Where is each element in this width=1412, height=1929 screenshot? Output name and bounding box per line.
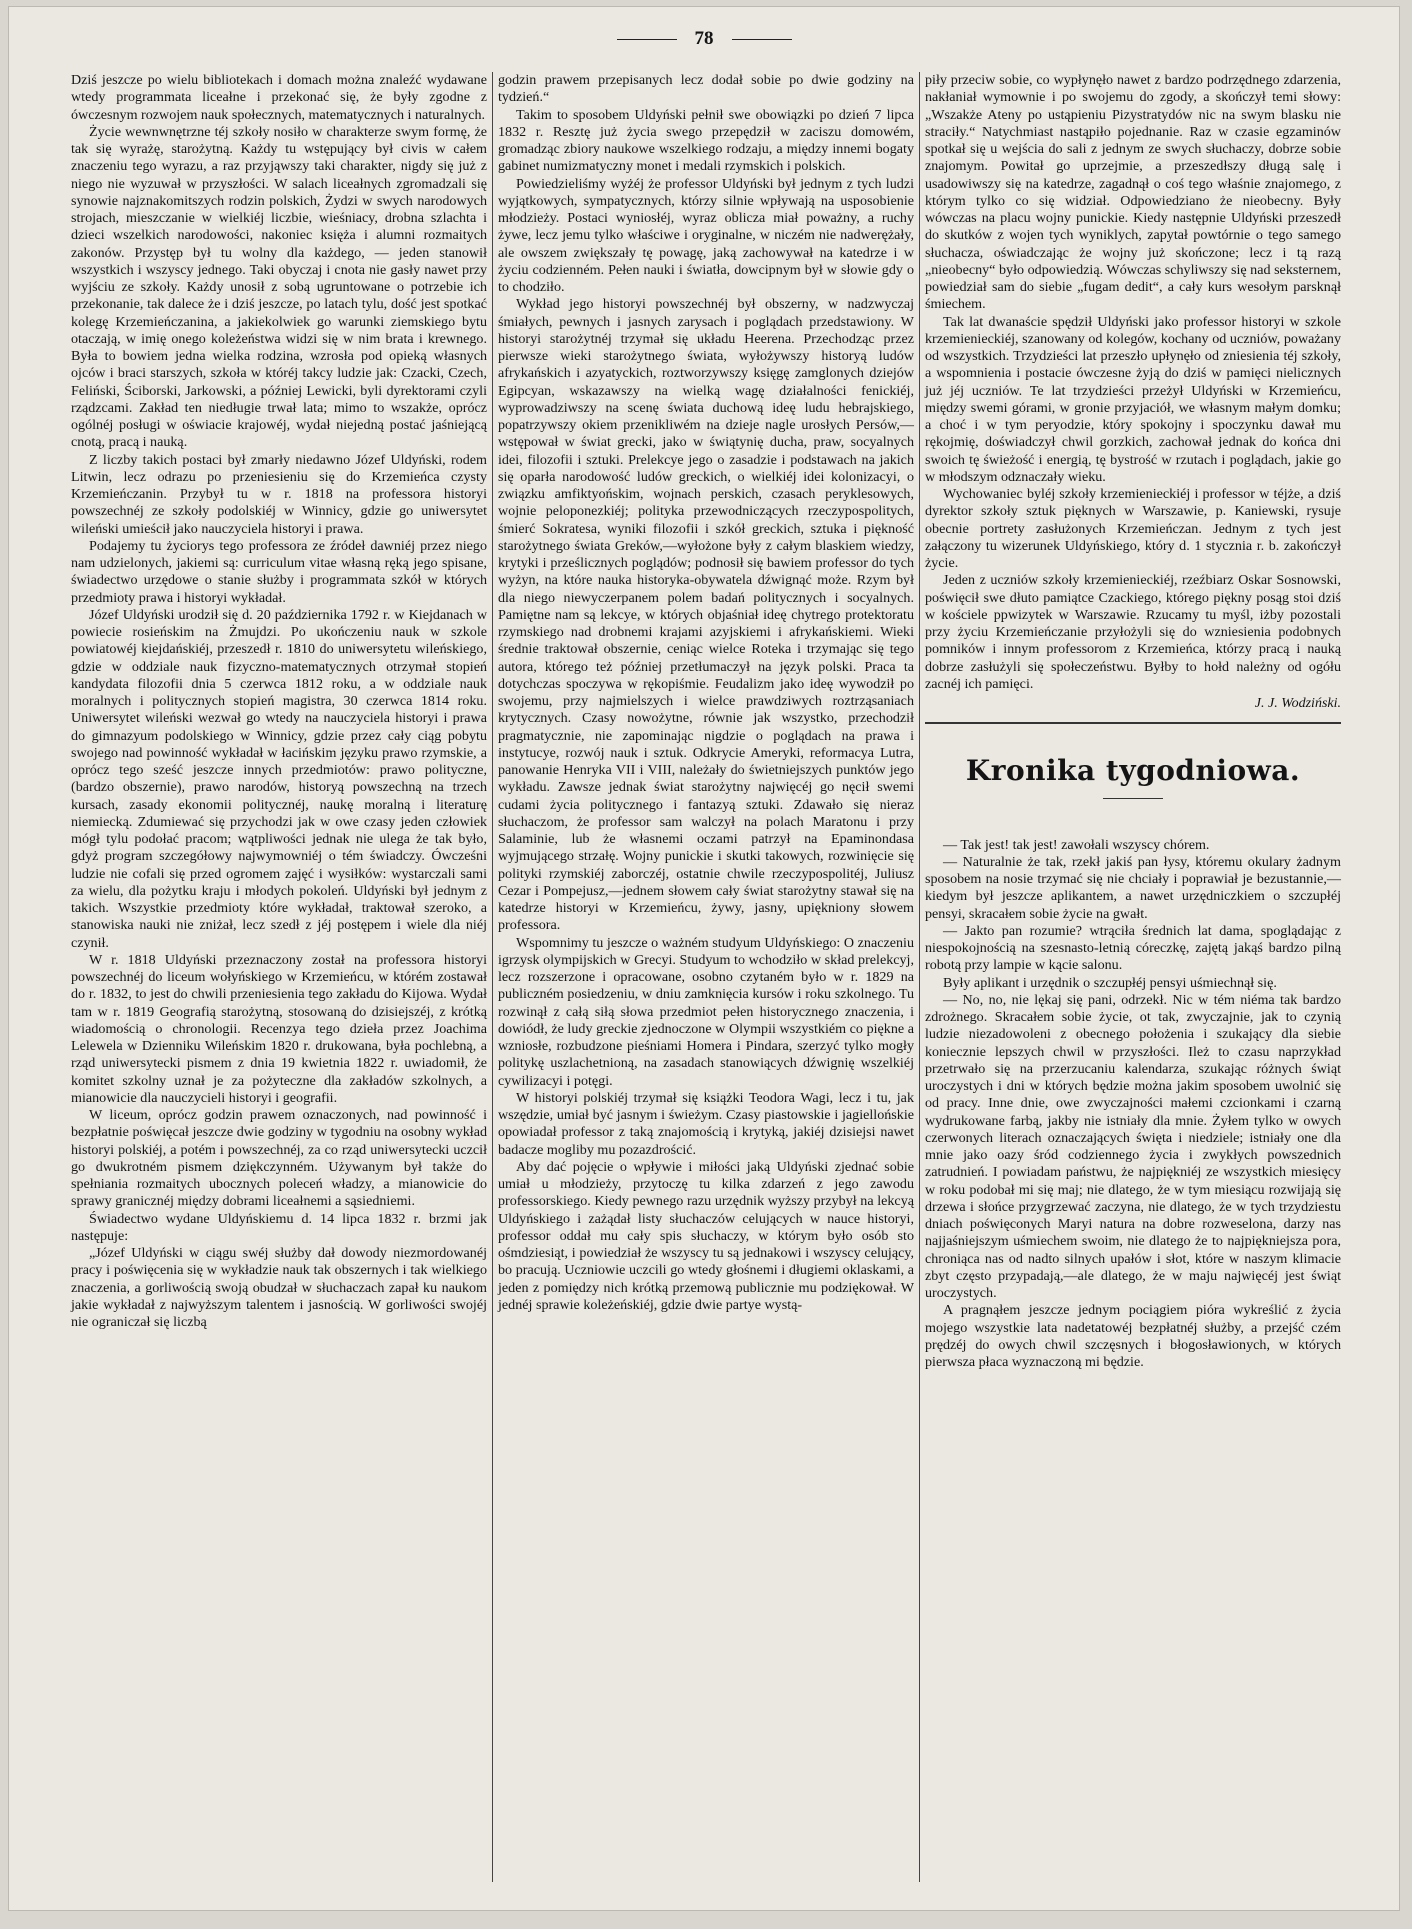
paragraph: W r. 1818 Uldyński przeznaczony został na professora historyi powszechnéj do liceum wołyńskiego w Krzemieńcu, w którém zostawał do r. 1832, to jest do chwili przeniesienia tego zakładu do Kijowa. Wydał tam w r. 1819 Geografią starożytną, stosowaną do dzisiejszéj, z krótką wiadomością o chronologii. Recenzya tego dzieła przez Joachima Lelewela w Dzienniku Wileńskim 1820 r. drukowana, była pochlebną, a rząd uniwersytecki pismem z dnia 19 kwietnia 1822 r. uwiadomił, że komitet szkolny uznał je za pożyteczne dla zakładów szkolnych, a mianowicie dla nauczycieli historyi i geografii. — [71, 951, 487, 1106]
paragraph: Życie wewnwnętrzne téj szkoły nosiło w charakterze swym formę, że tak się wyrażę, starożytną. Każdy tu wstępujący był civis w całem znaczeniu tego wyrazu, a raz przyjąwszy taki charakter, nigdy się już z niego nie wyzuwał w przyszłości. W salach liceałnych zgromadzali się synowie najznakomitszych rodzin polskich, Żydzi w swych narodowych strojach, mieszczanie w wielkiéj liczbie, wieśniacy, drobna szlachta i dzieci wszelkich narodowości, nakoniec księża i alumni rozmaitych zakonów. Przystęp był tu wolny dla każdego, — jeden stanowił wszystkich i wszyscy jednego. Taki obyczaj i cnota nie gasły nawet przy wyjściu ze szkoły. Każdy unosił z sobą ugruntowane o potrzebie ich przekonanie, tak dalece że i dziś jeszcze, po latach tylu, dość jest spotkać kolegę Krzemieńczanina, a jakiekolwiek go warunki ziemskiego bytu otaczają, w imię onego koleżeństwa widzi się w nim brata i krewnego. Była to bowiem jedna wielka rodzina, wzrosła pod opieką własnych ojców i braci starszych, szkoła w któréj takcy ludzie jak: Czacki, Czech, Feliński, Ściborski, Jarkowski, a później Lewicki, byli dyrektorami czyli rządzcami. Zakład ten niedługie trwał lata; mimo to wszakże, oprócz ogólnéj posługi w oświacie krajowéj, wydał niejedną postać jaśniejącą cnotą, pracą i nauką. — [71, 123, 487, 451]
paragraph: Tak lat dwanaście spędził Uldyński jako professor historyi w szkole krzemienieckiéj, szanowany od kolegów, kochany od uczniów, poważany od wszystkich. Trzydzieści lat przeszło upłynęło od zniesienia téj szkoły, a wspomnienia i postacie ówczesne żyją do dziś w pamięci nielicznych już jéj uczniów. Te lat trzydzieści przeżył Uldyński w Krzemieńcu, między swemi górami, w gronie przyjaciół, we własnym małym domku; a choć i w tym peryodzie, który spokojny i spoczynku dawał mu rękojmię, doświadczył chwil gorzkich, zachował jednak do końca dni swoich tę świeżość i energią, tę bystrość w rzutach i poglądach, jakie go w młodszym odznaczały wieku. — [925, 313, 1341, 485]
column-3 — [922, 72, 1344, 1882]
section-title: Kronika tygodniowa. — [965, 754, 1301, 788]
column-divider-1 — [492, 72, 493, 1882]
paragraph: Takim to sposobem Uldyński pełnił swe obowiązki po dzień 7 lipca 1832 r. Resztę już życia swego przepędził w zaciszu domowém, gromadząc zbiory naukowe wszelkiego rodzaju, a między innemi bogaty gabinet numizmatyczny monet i medali rzymskich i polskich. — [498, 106, 914, 175]
paragraph: Wspomnimy tu jeszcze o ważném studyum Uldyńskiego: O znaczeniu igrzysk olympijskich w Grecyi. Studyum to wchodziło w skład prelekcyj, lecz rozszerzone i opracowane, osobno czytaném było w r. 1829 na publiczném posiedzeniu, w dniu zamknięcia kursów i roku szkolnego. Tu rozwinął z całą siłą słowa przedmiot pełen historycznego znaczenia, i dowiódł, że ludy greckie zjednoczone w Olympii wszystkiém co piękne a wzniosłe, rozbudzone pieśniami Homera i Pindara, szerzyć tylko mogły politykę uszlachetnioną, na zasadach stanowiących dźwignię wszelkiéj cywilizacyi i potęgi. — [498, 934, 914, 1089]
column-1 — [68, 72, 490, 1882]
page-number: 78 — [694, 28, 714, 49]
paragraph: A pragnąłem jeszcze jednym pociągiem pióra wykreślić z życia mojego wszystkie lata nadetatowéj bezpłatnéj służby, a przejść czém prędzéj do owych chwil szczęsnych i błogosławionych, w których pierwsza płaca wyznaczoną mi będzie. — [925, 1302, 1341, 1370]
paragraph: Aby dać pojęcie o wpływie i miłości jaką Uldyński zjednać sobie umiał u młodzieży, przytoczę tu kilka zdarzeń z jego zawodu professorskiego. Kiedy pewnego razu urzędnik wyższy przybył na lekcyą Uldyńskiego i zażądał listy słuchaczów celujących w nauce historyi, professor oddał mu cały spis słuchaczy, w którym było osób sto ośmdziesiąt, i powiedział że wszyscy tu są jednakowi i wszyscy celujący, bo pracują. Uczniowie uczcili go wtedy głośnemi i długiemi oklaskami, a jeden z pomiędzy nich krótką przemową publicznie mu podziękował. W jednéj sprawie koleżeńskiéj, gdzie dwie partye wystą- — [498, 1158, 914, 1313]
paragraph: Świadectwo wydane Uldyńskiemu d. 14 lipca 1832 r. brzmi jak następuje: — [71, 1210, 487, 1244]
text-columns — [68, 72, 1344, 1882]
paragraph: Jeden z uczniów szkoły krzemienieckiéj, rzeźbiarz Oskar Sosnowski, poświęcił swe dłuto pamiątce Czackiego, którego piękny posąg stoi dziś w kościele ppwizytek w Warszawie. Rzucamy tu myśl, iżby pozostali przy życiu Krzemieńczanie przyłożyli się do wzniesienia podobnych pomników i innym professorom z Krzemieńca, którzy pracą i nauką dobrze zasłużyli się społeczeństwu. Byłby to hołd należny od ogółu zacnéj ich pamięci. — [925, 572, 1341, 692]
newspaper-page — [8, 6, 1400, 1911]
page-number-left-rule — [617, 39, 677, 40]
paragraph: piły przeciw sobie, co wypłynęło nawet z bardzo podrzędnego zdarzenia, nakłaniał wymownie i po swojemu do zgody, a skończył temi słowy: „Wszakże Ateny po ustąpieniu Pizystratydów nic na swym blasku nie straciły.“ Natychmiast nastąpiło pojednanie. Raz w czasie egzaminów spotkał się u wejścia do sali z jednym ze swych słuchaczy, dobrze sobie znajomym. Powitał go uprzejmie, a przeszedłszy długą salę i usadowiwszy się na katedrze, zagadnął o coś tego właśnie znajomego, z którym tylko co się widział. Odpowiedziano że nieobecny. Były wówczas na placu wojny punickie. Kiedy następnie Uldyński przeszedł do skutków z wojen tych wyniklych, zapytał powtórnie o tego samego słuchacza, oświadczając że wojny już skończone; lecz i tą razą „nieobecny“ było odpowiedzią. Wówczas schyliwszy się nad seksternem, powiedział sam do siebie „fugam dedit“, a cały kurs wesołym parsknął śmiechem. — [925, 72, 1341, 313]
page-number-header — [8, 28, 1400, 50]
paragraph: — Naturalnie że tak, rzekł jakiś pan łysy, któremu okulary żadnym sposobem na nosie trzymać się nie chciały i poprawiał je bezustannie,— kiedym był jeszcze aplikantem, a nawet urzędniczkiem o szczupłéj pensyi, skracałem sobie życie na gwałt. — [925, 853, 1341, 922]
paragraph: W historyi polskiéj trzymał się książki Teodora Wagi, lecz i tu, jak wszędzie, umiał być jasnym i świeżym. Czasy piastowskie i jagiellońskie opowiadał professor z taką znajomością i krytyką, jakiéj dzisiejsi nawet badacze mogliby mu pozazdrościć. — [498, 1089, 914, 1158]
column-2 — [495, 72, 917, 1882]
paragraph: Z liczby takich postaci był zmarły niedawno Józef Uldyński, rodem Litwin, lecz odrazu po przeniesieniu się do Krzemieńca czysty Krzemieńczanin. Przybył tu w r. 1818 na professora historyi powszechnéj ze szkoły podolskiéj w Winnicy, gdzie go uniwersytet wileński umieścił jako nauczyciela historyi i prawa. — [71, 451, 487, 537]
section-title-rule — [1103, 798, 1163, 799]
paragraph: Podajemy tu życiorys tego professora ze źródeł dawniéj przez niego nam udzielonych, jakiemi są: curriculum vitae własną ręką jego spisane, świadectwo urzędowe o stanie służby i programmata szkół w których przedmioty prawa i historyi wykładał. — [71, 537, 487, 606]
paragraph: Powiedzieliśmy wyżéj że professor Uldyński był jednym z tych ludzi wyjątkowych, sympatycznych, którzy silnie wpływają na usposobienie młodzieży. Postaci wyniosłéj, wyraz oblicza miał poważny, a ruchy żywe, lecz jemu tylko właściwe i oryginalne, w niczém nie nadwerężały, ale owszem zwiększały tę powagę, jaką zachowywał na katedrze i w życiu codzienném. Pełen nauki i światła, dowcipnym był w słowie gdy o to chodziło. — [498, 175, 914, 295]
paragraph: — No, no, nie lękaj się pani, odrzekł. Nic w tém niéma tak bardzo zdrożnego. Skracałem sobie życie, ot tak, zwyczajnie, jak to czynią ludzie niezadowoleni z obecnego położenia i szukający dla siebie koniecznie lepszych chwil w przyszłości. Ileż to czasu naprzykład przetrwało się na przerzucaniu kalendarza, szukając różnych świąt uroczystych i dni w których będzie można jakim sposobem uwolnić się od pracy. Inne dnie, owe zwyczajności małemi czcionkami i czarną wydrukowane farbą, jakby nie istniały dla mnie. Żyłem tylko w owych czerwonych literach oznaczających święta i niedziele; istniały one dla mnie jako oazy śród codziennego życia i zwykłych powszednich zatrudnień. I powiadam państwu, że najpiękniéj ze wszystkich miesięcy w roku podobał mi się maj; nie dlatego, że w tym miesiącu rozwijają się drzewa i słońce przygrzewać zaczyna, nie dlatego, że w tych trzydziestu dniach poświęconych Maryi natura na dobre rozweselona, darzy nas najjaśniejszym uśmiechem swoim, nie dlatego że to najpiękniejsza pora, chroniąca nas od nadto silnych upałów i słot, które w naszym klimacie zbyt często przypadają,—ale dlatego, że w maju najwięcéj jest świąt uroczystych. — [925, 991, 1341, 1301]
section-separator — [925, 722, 1341, 724]
page-number-right-rule — [732, 39, 792, 40]
paragraph: — Jakto pan rozumie? wtrąciła średnich lat dama, spoglądając z niespokojnością na szesnasto-letnią córeczkę, zajętą jakąś bardzo pilną robotą przy lampie w kącie salonu. — [925, 922, 1341, 974]
paragraph: godzin prawem przepisanych lecz dodał sobie po dwie godziny na tydzień.“ — [498, 72, 914, 106]
author-signature: J. J. Wodziński. — [1254, 696, 1341, 711]
paragraph: Józef Uldyński urodził się d. 20 października 1792 r. w Kiejdanach w powiecie rosieńskim na Żmujdzi. Po ukończeniu nauk w szkole powiatowéj kiejdańskiéj, przeszedł r. 1810 do uniwersytetu wileńskiego, gdzie w oddziale nauk fizyczno-matematycznych otrzymał stopień kandydata filozofii dnia 5 czerwca 1812 roku, a w oddziale nauk moralnych i politycznych stopień magistra, 30 czerwca 1814 roku. Uniwersytet wileński wezwał go wtedy na nauczyciela historyi i prawa do gimnazyum podolskiego w Winnicy, gdzie przez cały ciąg pobytu swojego nad powinność wykładał w łacińskim języku prawo rzymskie, a oprócz tego sześć jeszcze innych przedmiotów: prawo polityczne, (bardzo obszernie), prawo narodów, historyą powszechną na trzech kursach, zasady ekonomii politycznéj, naukę moralną i literaturę niemiecką. Zdumiewać się przychodzi jak w owe czasy jeden człowiek mógł tylu podołać pracom; wątpliwości jednak nie ulega że tak było, gdyż program szczegółowy najwymowniéj o tém świadczy. Ówcześni ludzie nie cofali się przed ogromem zajęć i wysiłków: wystarczali sami za wielu, dla pożytku kraju i młodych pokoleń. Uldyński był jednym z takich. Wszystkie przedmioty które wykładał, traktował szeroko, a stanowiska nauki nie zniżał, lecz szedł z jéj postępem i wiele dla niéj czynił. — [71, 606, 487, 951]
paragraph: Wykład jego historyi powszechnéj był obszerny, w nadzwyczaj śmiałych, pewnych i jasnych zarysach i poglądach przedstawiony. W historyi starożytnéj trzymał się układu Heerena. Przechodząc przez pierwsze wieki starożytnego świata, wyłożywszy historyą ludów afrykańskich i azyatyckich, roztworzywszy księgę zamglonych dziejów Egipcyan, wskazawszy na wielką wagę działalności fenickiéj, wyprowadziwszy na scenę świata duchową ideę ludu hebrajskiego, popatrzywszy okiem przenikliwém na dzieje nagle urosłych Persów,—wstępował w świat grecki, jako w świątynię ducha, praw, socyalnych idei, filozofii i sztuki. Prelekcye jego o zasadzie i podstawach na jakich się oparła narodowość ludów greckich, o wielkiéj idei kolonizacyi, o związku amfiktyońskim, wojnach perskich, czasach peryklesowych, wojnie peloponezkiéj; polityka przewodniczących rzeczypospolitych, śmierć Sokratesa, wyniki filozofii i szkół greckich, sztuka i piękność starożytnego świata Greków,—wyłożone były z całym blaskiem wiedzy, krytyki i prześlicznych poglądów; podnosił się bawiem professor do tych wyżyn, na które nauka historyka-obywatela dźwignąć może. Rzym był dla niego niewyczerpanem polem badań politycznych i socyalnych. Pamiętne nam są lekcye, w których objaśniał ideę chytrego protektoratu rzymskiego nad drobnemi krajami azyjskiemi i afrykańskiemi. Wieki średnie traktował obszernie, ceniąc wielce Roteka i trzymając się tego autora, którego też później przetłumaczył na język polski. Praca ta dotychczas spoczywa w rękopiśmie. Feudalizm jako ideę wywodził po swojemu, przy najmielszych i wielce prawdziwych roztrząsaniach krytycznych. Czasy nowożytne, równie jak wszystko, przechodził pragmatycznie, nie zapominając nigdzie o poglądach na prawa i instytucye, rozwój nauk i sztuk. Odkrycie Ameryki, reformacya Lutra, panowanie Henryka VII i VIII, należały do świetniejszych punktów jego wykładu. Zawsze jednak świat starożytny najwięcéj go nęcił swemi cudami życia politycznego i fantazyą sztuki. Zdawało się nieraz słuchaczom, że professor sam walczył na polach Maratonu i przy Salaminie, lub że własnemi oczami patrzył na Epaminondasa wyjmującego strzałę. Wojny punickie i skutki takowych, rozwinięcie się polityki rzymskiéj zaborczéj, ostatnie chwile rzeczypospolitéj, Juliusz Cezar i Pompejusz,—jednem słowem cały świat starożytny stawał się na katedrze historyi w Krzemieńcu, żywy, jasny, upiękniony słowem professora. — [498, 296, 914, 934]
paragraph: Były aplikant i urzędnik o szczupłéj pensyi uśmiechnął się. — [943, 974, 1277, 991]
paragraph: W liceum, oprócz godzin prawem oznaczonych, nad powinność i bezpłatnie poświęcał jeszcze dwie godziny w tygodniu na osobny wykład historyi polskiéj, a potém i powszechnéj, za co rząd uniwersytecki uczcił go dwukrotném pismem dziękczynném. Używanym był także do spełniania rozmaitych ubocznych poleceń władzy, a mianowicie do sprawy granicznéj między dobrami liceałnemi a sąsiedniemi. — [71, 1107, 487, 1210]
column-divider-2 — [919, 72, 920, 1882]
paragraph: Dziś jeszcze po wielu bibliotekach i domach można znaleźć wydawane wtedy programmata liceałne i przekonać się, że były zgodne z ówczesnym rozwojem nauk społecznych, matematycznych i naturalnych. — [71, 72, 487, 123]
kronika-body — [925, 837, 1341, 1372]
column-3-article-end — [925, 72, 1341, 693]
paragraph: Wychowaniec byléj szkoły krzemienieckiéj i professor w téjże, a dziś dyrektor szkoły sztuk pięknych w Warszawie, p. Kaniewski, rysuje obecnie portrety zasłużonych Krzemieńczan. Jednym z tych jest załączony tu wizerunek Uldyńskiego, który d. 1 stycznia r. b. zakończył życie. — [925, 486, 1341, 571]
paragraph: — Tak jest! tak jest! zawołali wszyscy chórem. — [943, 836, 1210, 853]
paragraph: „Józef Uldyński w ciągu swéj służby dał dowody niezmordowanéj pracy i poświęcenia się w wykładzie nauk tak obszernych i tak wielkiego znaczenia, a gorliwością swoją obudzał w słuchaczach zapał ku naukom jakie wykładał z najwyższym talentem i jasnością. W gorliwości swojéj nie ograniczał się liczbą — [71, 1245, 487, 1330]
